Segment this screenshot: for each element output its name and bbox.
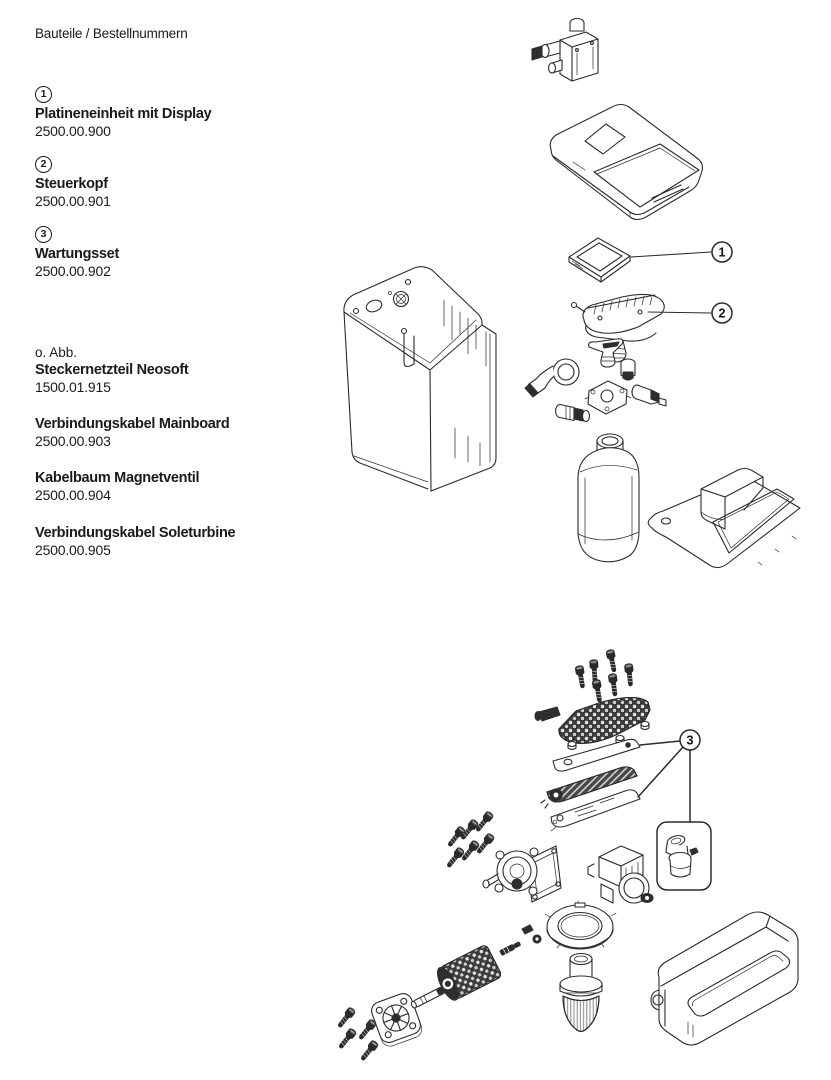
ni-item-3-order-number: 2500.00.904 xyxy=(35,487,111,503)
mounting-tray-illustration xyxy=(648,469,800,568)
control-head-illustration xyxy=(572,294,665,362)
housing-cover-illustration xyxy=(550,105,702,220)
screws-left-illustration xyxy=(445,811,495,869)
page-title: Bauteile / Bestellnummern xyxy=(35,26,188,41)
item-2-name: Steuerkopf xyxy=(35,176,108,192)
item-3-number-badge: 3 xyxy=(35,226,52,243)
item-1-order-number: 2500.00.900 xyxy=(35,123,111,139)
shaft-illustration xyxy=(410,986,445,1009)
item-2-order-number: 2500.00.901 xyxy=(35,193,111,209)
callout-1 xyxy=(631,242,732,262)
screws-top-illustration xyxy=(575,649,635,702)
drive-motor-illustration xyxy=(588,846,653,903)
item-3-name: Wartungsset xyxy=(35,246,119,262)
ni-item-4-name: Verbindungskabel Soleturbine xyxy=(35,525,236,541)
item-1-number-badge: 1 xyxy=(35,86,52,103)
brine-valve-boxed-illustration xyxy=(657,822,711,890)
locking-ring-illustration xyxy=(545,901,616,949)
pump-assembly-illustration xyxy=(483,846,561,902)
solenoid-valve-illustration xyxy=(532,19,598,82)
small-fasteners-illustration xyxy=(522,925,541,943)
sealing-plates-illustration xyxy=(541,739,640,831)
salt-tank-housing-illustration xyxy=(651,912,798,1045)
turbine-rotor-illustration xyxy=(433,944,502,1003)
resin-tank-illustration xyxy=(578,434,639,562)
filter-strainer-illustration xyxy=(560,954,602,1032)
ni-item-1-name: Steckernetzteil Neosoft xyxy=(35,362,189,378)
callout-3 xyxy=(638,730,700,822)
item-1-name: Platineneinheit mit Display xyxy=(35,106,212,122)
callout-3-label: 3 xyxy=(686,733,694,748)
item-3-order-number: 2500.00.902 xyxy=(35,263,111,279)
ni-item-3-name: Kabelbaum Magnetventil xyxy=(35,470,200,486)
callout-2-label: 2 xyxy=(718,306,726,321)
item-2-number-badge: 2 xyxy=(35,156,52,173)
pin-illustration xyxy=(500,941,521,955)
cabinet-illustration xyxy=(344,267,496,491)
ni-item-1-order-number: 1500.01.915 xyxy=(35,379,111,395)
ni-item-2-order-number: 2500.00.903 xyxy=(35,433,111,449)
callout-1-label: 1 xyxy=(718,245,726,260)
ni-item-4-order-number: 2500.00.905 xyxy=(35,542,111,558)
display-unit-illustration xyxy=(569,238,630,282)
not-illustrated-label: o. Abb. xyxy=(35,345,78,360)
hose-fittings-illustration xyxy=(525,339,666,422)
ni-item-2-name: Verbindungskabel Mainboard xyxy=(35,416,230,432)
